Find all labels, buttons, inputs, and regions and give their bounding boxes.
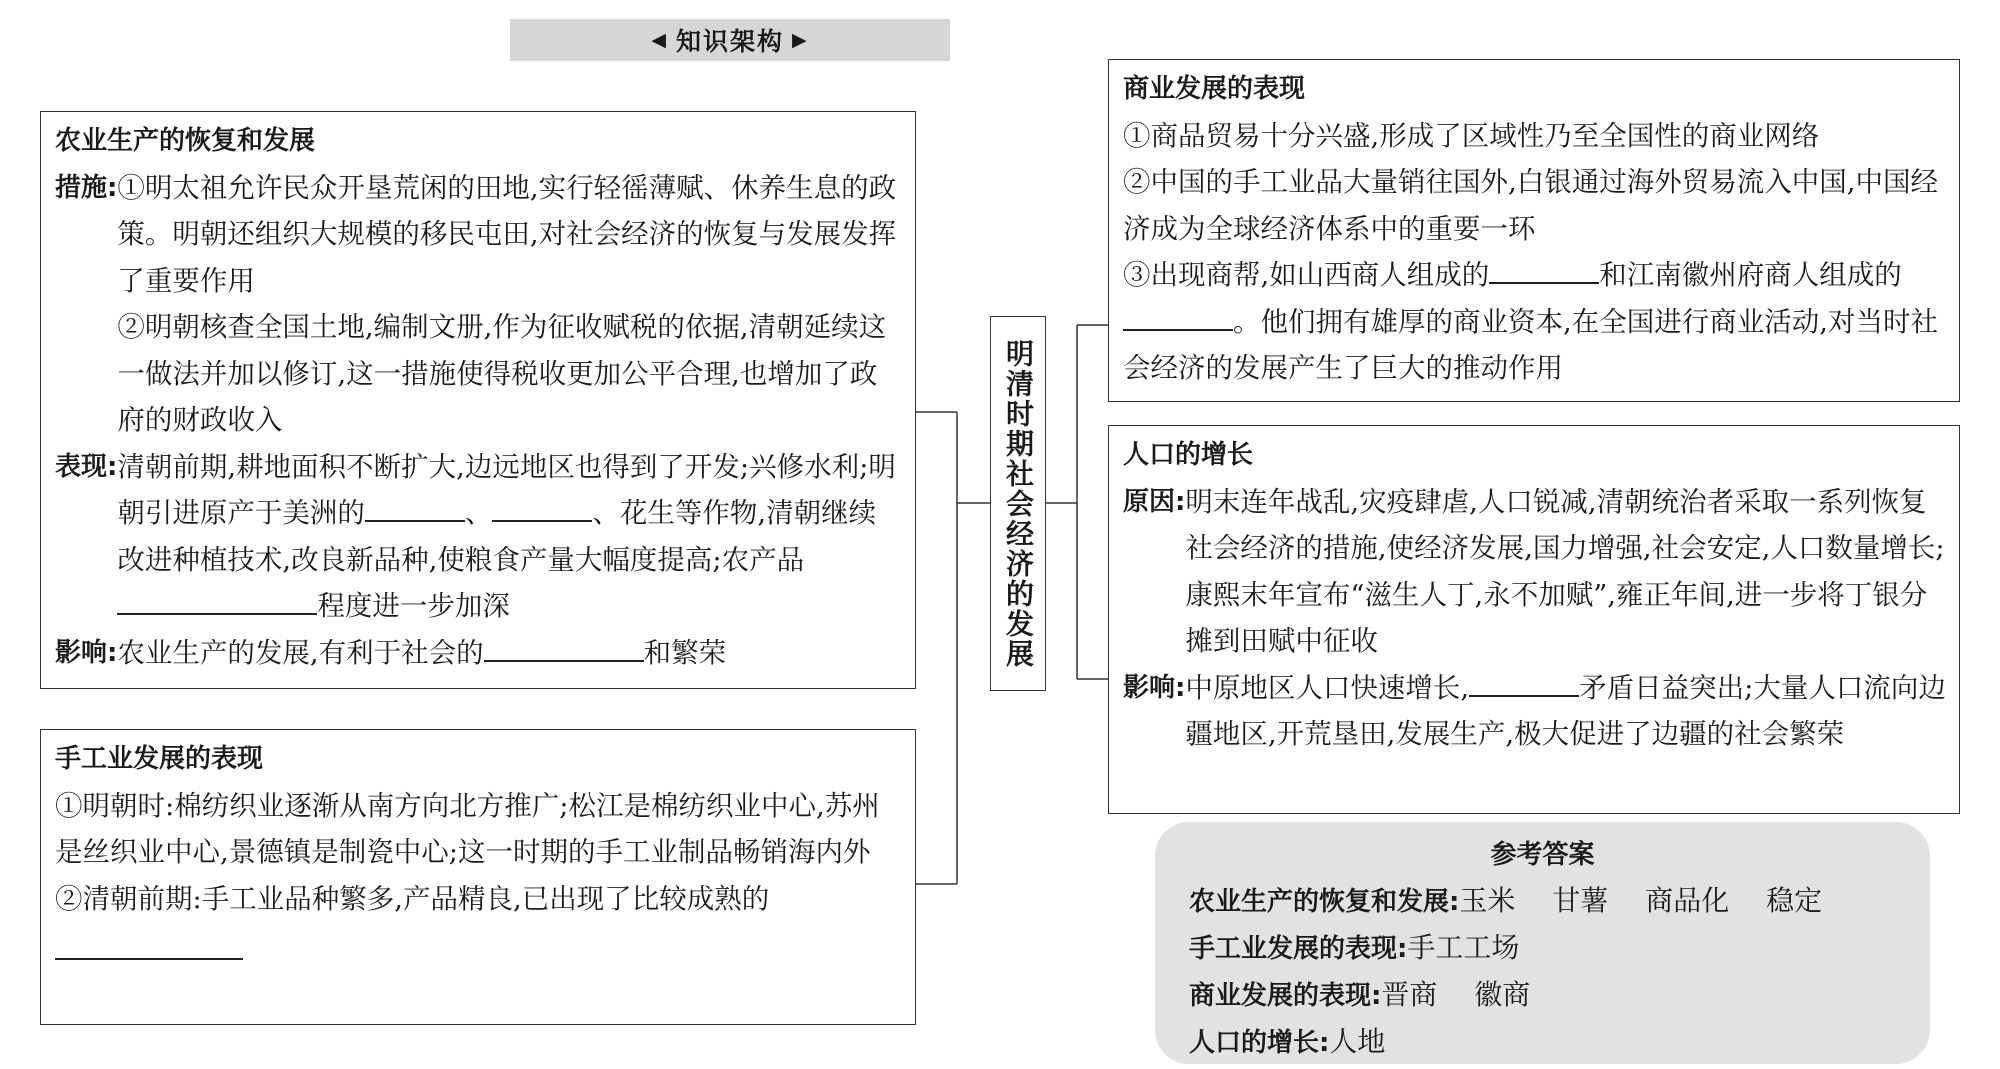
impact-text-a: 农业生产的发展,有利于社会的 [117, 636, 484, 669]
answer-row-key: 手工业发展的表现: [1189, 934, 1408, 964]
right-triangle-icon: ▶ [792, 29, 809, 51]
population-cause [1123, 479, 1947, 665]
blank-sweet-potato [492, 490, 592, 522]
left-triangle-icon: ◀ [651, 29, 668, 51]
answer-row-value: 晋商 徽商 [1381, 978, 1531, 1011]
population-impact-label: 影响: [1123, 672, 1186, 703]
answer-row [1189, 925, 1930, 972]
measure-1: ①明太祖允许民众开垦荒闲的田地,实行轻徭薄赋、休养生息的政策。明朝还组织大规模的移民屯田,对社会经济的恢复与发展发挥了重要作用 [117, 171, 897, 297]
agriculture-performance [55, 444, 903, 630]
blank-commercialization [117, 583, 317, 615]
section-title: 知识架构 [675, 27, 784, 56]
cause-label: 原因: [1123, 486, 1186, 517]
population-box [1108, 425, 1960, 814]
blank-corn [365, 490, 465, 522]
agriculture-measures [55, 165, 903, 444]
handicraft-title: 手工业发展的表现 [55, 744, 264, 774]
answer-row-value: 人地 [1329, 1025, 1386, 1058]
commerce-item-3-c: 。他们拥有雄厚的商业资本,在全国进行商业活动,对当时社会经济的发展产生了巨大的推动作用 [1123, 305, 1938, 384]
blank-stability [484, 630, 644, 662]
blank-population-land [1469, 665, 1579, 697]
cause-text: 明末连年战乱,灾疫肆虐,人口锐减,清朝统治者采取一系列恢复社会经济的措施,使经济发展,国力增强,社会安定,人口数量增长;康熙末年宣布“滋生人丁,永不加赋”,雍正年间,进一步将丁银分摊到田赋中征收 [1185, 485, 1945, 657]
performance-label: 表现: [55, 451, 118, 482]
center-topic-box [990, 316, 1046, 691]
handicraft-item-2 [55, 876, 903, 961]
agriculture-title: 农业生产的恢复和发展 [55, 126, 316, 156]
agriculture-box [40, 111, 916, 689]
perf-separator: 、 [464, 497, 493, 529]
answer-row [1189, 878, 1930, 925]
blank-workshop [55, 928, 243, 960]
handicraft-box [40, 729, 916, 1025]
answer-row-key: 商业发展的表现: [1189, 981, 1382, 1011]
answer-key-panel [1155, 822, 1930, 1064]
blank-jin-merchants [1489, 252, 1599, 284]
answer-row-key: 农业生产的恢复和发展: [1189, 887, 1460, 917]
population-impact [1123, 665, 1947, 758]
measure-2: ②明朝核查全国土地,编制文册,作为征收赋税的依据,清朝延续这一做法并加以修订,这一措施使得税收更加公平合理,也增加了政府的财政收入 [117, 311, 887, 436]
answer-row-key: 人口的增长: [1189, 1028, 1330, 1058]
commerce-box [1108, 59, 1960, 402]
population-impact-a: 中原地区人口快速增长, [1185, 671, 1470, 704]
commerce-item-2: ②中国的手工业品大量销往国外,白银通过海外贸易流入中国,中国经济成为全球经济体系中的重要一环 [1123, 166, 1938, 245]
blank-hui-merchants [1123, 299, 1233, 331]
commerce-item-3-a: ③出现商帮,如山西商人组成的 [1123, 259, 1490, 291]
answer-row [1189, 972, 1930, 1019]
answer-row-value: 手工工场 [1407, 931, 1520, 964]
commerce-title: 商业发展的表现 [1123, 74, 1306, 104]
answer-key-title: 参考答案 [1490, 840, 1595, 870]
answer-row [1189, 1019, 1930, 1066]
commerce-item-3-b: 和江南徽州府商人组成的 [1599, 259, 1902, 291]
perf-text-a: 清朝前期,耕地面积不断扩大,边远地区也得到了开发;兴修水利;明朝引进原产于美洲的 [117, 450, 896, 529]
perf-text-b: 、花生等作物,清朝继续改进种植技术,改良新品种,使粮食产量大幅度提高;农产品 [117, 497, 877, 576]
handicraft-item-1: ①明朝时:棉纺织业逐渐从南方向北方推广;松江是棉纺织业中心,苏州是丝织业中心,景德镇是制瓷中心;这一时期的手工业制品畅销海内外 [55, 789, 880, 868]
population-title: 人口的增长 [1123, 440, 1254, 470]
perf-text-c: 程度进一步加深 [317, 590, 510, 622]
measures-label: 措施: [55, 172, 118, 203]
commerce-item-1: ①商品贸易十分兴盛,形成了区域性乃至全国性的商业网络 [1123, 119, 1820, 152]
center-topic-title: 明清时期社会经济的发展 [1002, 338, 1035, 669]
impact-text-b: 和繁荣 [643, 636, 727, 669]
impact-label: 影响: [55, 637, 118, 668]
population-impact-b: 矛盾日益突出;大量人口流向边疆地区,开荒垦田,发展生产,极大促进了边疆的社会繁荣 [1185, 671, 1946, 750]
handicraft-item-2-text: ②清朝前期:手工业品种繁多,产品精良,已出现了比较成熟的 [55, 882, 770, 915]
answer-row-value: 玉米 甘薯 商品化 稳定 [1459, 884, 1823, 917]
agriculture-impact [55, 630, 903, 677]
commerce-item-3 [1123, 252, 1947, 392]
